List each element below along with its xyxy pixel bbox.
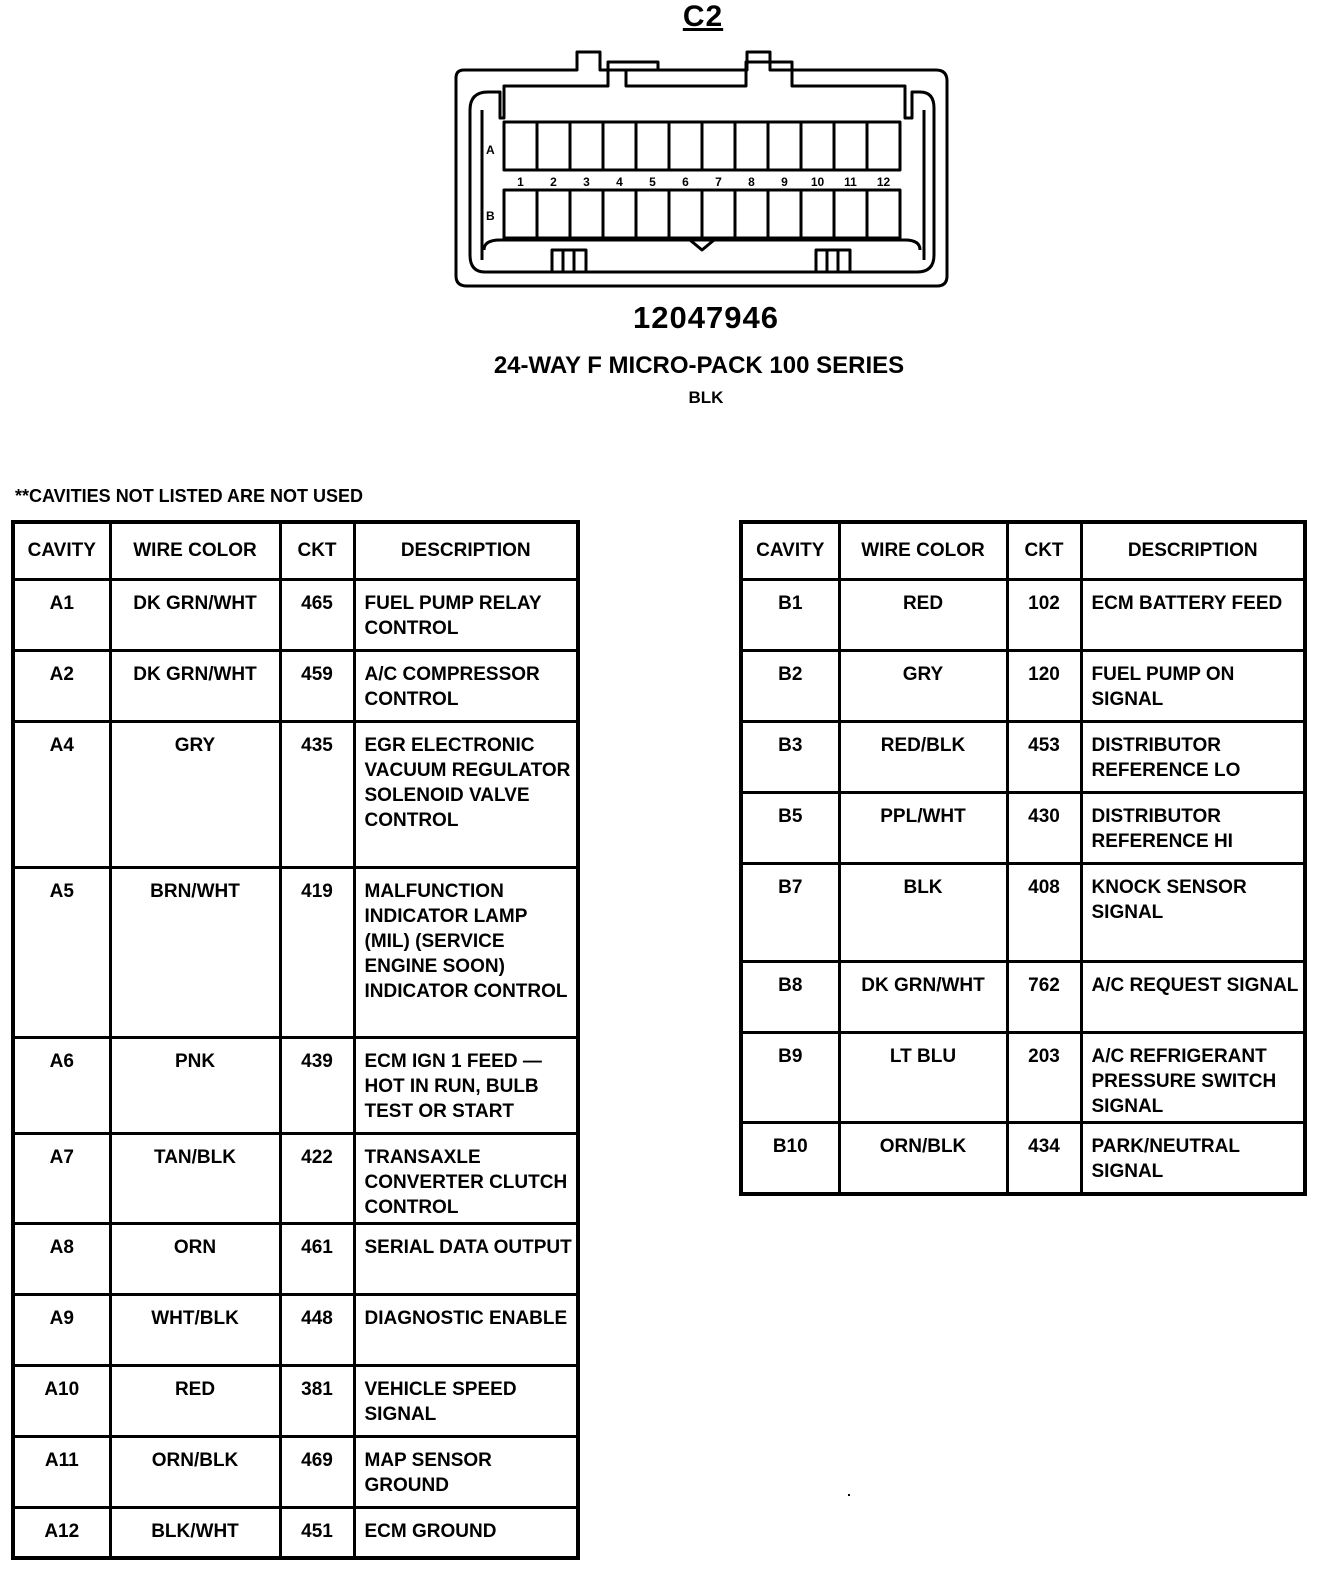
table-row: [13, 651, 578, 722]
cell-ckt: 435: [280, 722, 354, 868]
cell-ckt: 451: [280, 1508, 354, 1558]
cell-wire-color: ORN: [110, 1224, 280, 1295]
cell-description: DIAGNOSTIC ENABLE: [354, 1295, 578, 1366]
cell-description: A/C REFRIGERANT PRESSURE SWITCH SIGNAL: [1081, 1033, 1305, 1123]
row-label-a: A: [486, 143, 495, 157]
cell-cavity: B9: [741, 1033, 839, 1123]
cell-wire-color: LT BLU: [839, 1033, 1007, 1123]
table-row: [741, 864, 1305, 962]
cell-cavity: A12: [13, 1508, 110, 1558]
cell-wire-color: RED/BLK: [839, 722, 1007, 793]
cell-cavity: A1: [13, 580, 110, 651]
cell-description: A/C REQUEST SIGNAL: [1081, 962, 1305, 1033]
cell-wire-color: GRY: [110, 722, 280, 868]
table-row: [13, 868, 578, 1038]
table-row: [13, 1366, 578, 1437]
cell-cavity: B8: [741, 962, 839, 1033]
locking-tab-right: [816, 250, 850, 272]
cell-description: PARK/NEUTRAL SIGNAL: [1081, 1123, 1305, 1194]
pin-number-label: 1: [517, 175, 524, 189]
header-cavity: CAVITY: [13, 522, 110, 580]
cell-cavity: A10: [13, 1366, 110, 1437]
cell-ckt: 408: [1007, 864, 1081, 962]
stray-dot: [848, 1494, 850, 1496]
cell-ckt: 453: [1007, 722, 1081, 793]
table-row: [741, 1033, 1305, 1123]
cell-wire-color: RED: [110, 1366, 280, 1437]
table-row: [741, 722, 1305, 793]
connector-face-diagram: [450, 50, 952, 292]
pin-number-label: 5: [649, 175, 656, 189]
cell-ckt: 120: [1007, 651, 1081, 722]
table-row: [741, 1123, 1305, 1194]
cell-wire-color: BLK/WHT: [110, 1508, 280, 1558]
cell-cavity: B5: [741, 793, 839, 864]
cell-ckt: 422: [280, 1134, 354, 1224]
row-label-b: B: [486, 209, 495, 223]
cell-wire-color: PPL/WHT: [839, 793, 1007, 864]
cell-cavity: B10: [741, 1123, 839, 1194]
cell-description: DISTRIBUTOR REFERENCE HI: [1081, 793, 1305, 864]
table-row: [13, 1508, 578, 1558]
header-description: DESCRIPTION: [354, 522, 578, 580]
cell-ckt: 430: [1007, 793, 1081, 864]
table-row: [13, 1295, 578, 1366]
connector-id: C2: [682, 0, 724, 33]
cell-wire-color: WHT/BLK: [110, 1295, 280, 1366]
unused-cavities-note: **CAVITIES NOT LISTED ARE NOT USED: [15, 486, 364, 506]
table-row: [13, 1437, 578, 1508]
cell-ckt: 762: [1007, 962, 1081, 1033]
cell-cavity: A6: [13, 1038, 110, 1134]
table-row: [13, 722, 578, 868]
cell-cavity: A4: [13, 722, 110, 868]
cell-ckt: 419: [280, 868, 354, 1038]
cell-wire-color: TAN/BLK: [110, 1134, 280, 1224]
connector-description: 24-WAY F MICRO-PACK 100 SERIES: [493, 352, 905, 379]
pin-number-label: 12: [876, 175, 891, 189]
locking-tab-left: [552, 250, 586, 272]
cell-ckt: 102: [1007, 580, 1081, 651]
header-wire-color: WIRE COLOR: [110, 522, 280, 580]
cell-wire-color: BLK: [839, 864, 1007, 962]
table-header-row: [741, 522, 1305, 580]
table-row: [741, 580, 1305, 651]
cell-description: FUEL PUMP RELAY CONTROL: [354, 580, 578, 651]
table-header-row: [13, 522, 578, 580]
pin-number-label: 6: [682, 175, 689, 189]
header-cavity: CAVITY: [741, 522, 839, 580]
table-row: [13, 580, 578, 651]
cell-wire-color: PNK: [110, 1038, 280, 1134]
table-row: [13, 1038, 578, 1134]
table-row: [741, 962, 1305, 1033]
cell-ckt: 461: [280, 1224, 354, 1295]
connector-color: BLK: [688, 388, 724, 407]
cell-ckt: 439: [280, 1038, 354, 1134]
table-row: [13, 1224, 578, 1295]
cell-wire-color: BRN/WHT: [110, 868, 280, 1038]
header-ckt: CKT: [280, 522, 354, 580]
pin-number-label: 8: [748, 175, 755, 189]
pin-number-label: 4: [616, 175, 623, 189]
cell-wire-color: DK GRN/WHT: [839, 962, 1007, 1033]
cell-wire-color: ORN/BLK: [110, 1437, 280, 1508]
cell-ckt: 459: [280, 651, 354, 722]
cell-description: TRANSAXLE CONVERTER CLUTCH CONTROL: [354, 1134, 578, 1224]
cell-cavity: A7: [13, 1134, 110, 1224]
table-row: [741, 793, 1305, 864]
cell-ckt: 465: [280, 580, 354, 651]
pinout-table-row-a: [11, 520, 580, 1560]
cell-wire-color: GRY: [839, 651, 1007, 722]
cell-wire-color: RED: [839, 580, 1007, 651]
cell-description: SERIAL DATA OUTPUT: [354, 1224, 578, 1295]
cell-cavity: A8: [13, 1224, 110, 1295]
header-ckt: CKT: [1007, 522, 1081, 580]
table-row: [741, 651, 1305, 722]
cell-cavity: B3: [741, 722, 839, 793]
header-description: DESCRIPTION: [1081, 522, 1305, 580]
pinout-table-row-b: [739, 520, 1307, 1196]
cell-ckt: 381: [280, 1366, 354, 1437]
cell-cavity: A9: [13, 1295, 110, 1366]
cell-description: EGR ELECTRONIC VACUUM REGULATOR SOLENOID VALVE CONTROL: [354, 722, 578, 868]
pin-number-label: 9: [781, 175, 788, 189]
cell-wire-color: ORN/BLK: [839, 1123, 1007, 1194]
cell-description: KNOCK SENSOR SIGNAL: [1081, 864, 1305, 962]
cell-cavity: A5: [13, 868, 110, 1038]
cell-description: MALFUNCTION INDICATOR LAMP (MIL) (SERVICE ENGINE SOON) INDICATOR CONTROL: [354, 868, 578, 1038]
table-row: [13, 1134, 578, 1224]
cell-description: MAP SENSOR GROUND: [354, 1437, 578, 1508]
cell-ckt: 448: [280, 1295, 354, 1366]
cell-cavity: A11: [13, 1437, 110, 1508]
cell-description: DISTRIBUTOR REFERENCE LO: [1081, 722, 1305, 793]
pin-number-label: 11: [844, 175, 857, 189]
cell-wire-color: DK GRN/WHT: [110, 651, 280, 722]
cell-description: ECM BATTERY FEED: [1081, 580, 1305, 651]
cell-ckt: 203: [1007, 1033, 1081, 1123]
cell-description: A/C COMPRESSOR CONTROL: [354, 651, 578, 722]
cell-wire-color: DK GRN/WHT: [110, 580, 280, 651]
pin-number-label: 7: [715, 175, 722, 189]
header-wire-color: WIRE COLOR: [839, 522, 1007, 580]
cell-ckt: 469: [280, 1437, 354, 1508]
cell-cavity: B7: [741, 864, 839, 962]
cell-cavity: B1: [741, 580, 839, 651]
cell-description: FUEL PUMP ON SIGNAL: [1081, 651, 1305, 722]
cell-cavity: B2: [741, 651, 839, 722]
pin-number-label: 3: [583, 175, 590, 189]
cell-description: VEHICLE SPEED SIGNAL: [354, 1366, 578, 1437]
cell-cavity: A2: [13, 651, 110, 722]
pin-number-label: 2: [550, 175, 557, 189]
cell-description: ECM IGN 1 FEED — HOT IN RUN, BULB TEST OR START: [354, 1038, 578, 1134]
cell-description: ECM GROUND: [354, 1508, 578, 1558]
part-number: 12047946: [633, 300, 779, 335]
pin-number-label: 10: [810, 175, 825, 189]
cell-ckt: 434: [1007, 1123, 1081, 1194]
